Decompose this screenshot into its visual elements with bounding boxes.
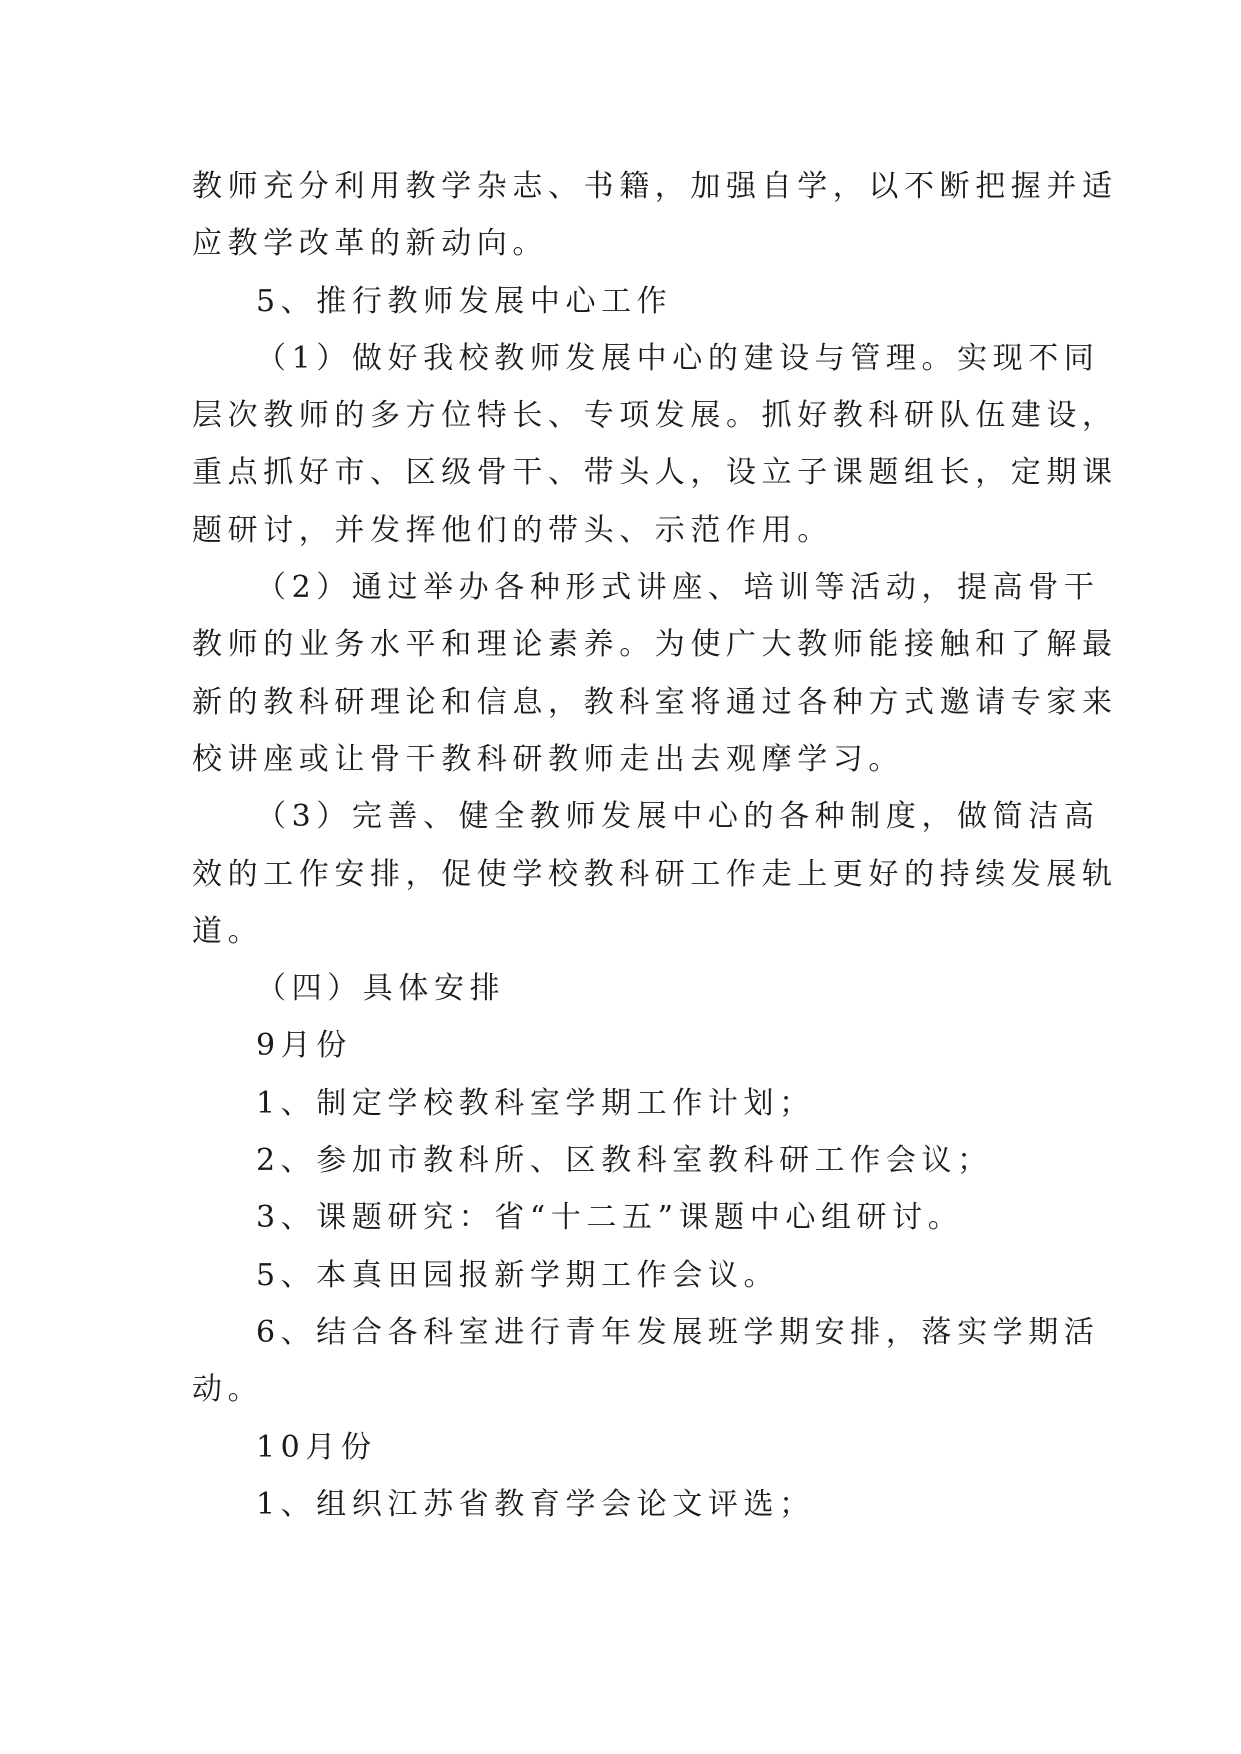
- text-line: 校讲座或让骨干教科研教师走出去观摩学习。: [192, 741, 904, 777]
- month-heading: 9月份: [256, 1028, 352, 1064]
- text-line: 效的工作安排，促使学校教科研工作走上更好的持续发展轨: [192, 856, 1118, 892]
- text-line: （1）做好我校教师发展中心的建设与管理。实现不同: [256, 340, 1100, 376]
- text-line: 应教学改革的新动向。: [192, 226, 548, 262]
- section-heading: 5、推行教师发展中心工作: [256, 283, 673, 319]
- list-item: 2、参加市教科所、区教科室教科研工作会议；: [256, 1143, 993, 1179]
- list-item: 1、组织江苏省教育学会论文评选；: [256, 1486, 815, 1522]
- section-heading: （四）具体安排: [256, 971, 506, 1007]
- text-line: 教师充分利用教学杂志、书籍，加强自学，以不断把握并适: [192, 169, 1118, 204]
- text-line: 重点抓好市、区级骨干、带头人，设立子课题组长，定期课: [192, 455, 1118, 491]
- text-line: （2）通过举办各种形式讲座、培训等活动，提高骨干: [256, 570, 1100, 606]
- month-heading: 10月份: [256, 1429, 377, 1465]
- text-line: 层次教师的多方位特长、专项发展。抓好教科研队伍建设，: [192, 398, 1118, 434]
- list-item: 5、本真田园报新学期工作会议。: [256, 1257, 780, 1293]
- text-line: 教师的业务水平和理论素养。为使广大教师能接触和了解最: [192, 627, 1118, 663]
- text-line: 道。: [192, 913, 264, 949]
- body-text: [192, 158, 1118, 1533]
- text-line: 新的教科研理论和信息，教科室将通过各种方式邀请专家来: [192, 684, 1118, 720]
- text-line: 动。: [192, 1372, 264, 1408]
- text-line: （3）完善、健全教师发展中心的各种制度，做简洁高: [256, 799, 1100, 835]
- text-line: 题研讨，并发挥他们的带头、示范作用。: [192, 512, 833, 548]
- list-item: 3、课题研究：省“十二五”课题中心组研讨。: [256, 1200, 964, 1236]
- list-item: 1、制定学校教科室学期工作计划；: [256, 1085, 815, 1121]
- list-item: 6、结合各科室进行青年发展班学期安排，落实学期活: [256, 1314, 1100, 1350]
